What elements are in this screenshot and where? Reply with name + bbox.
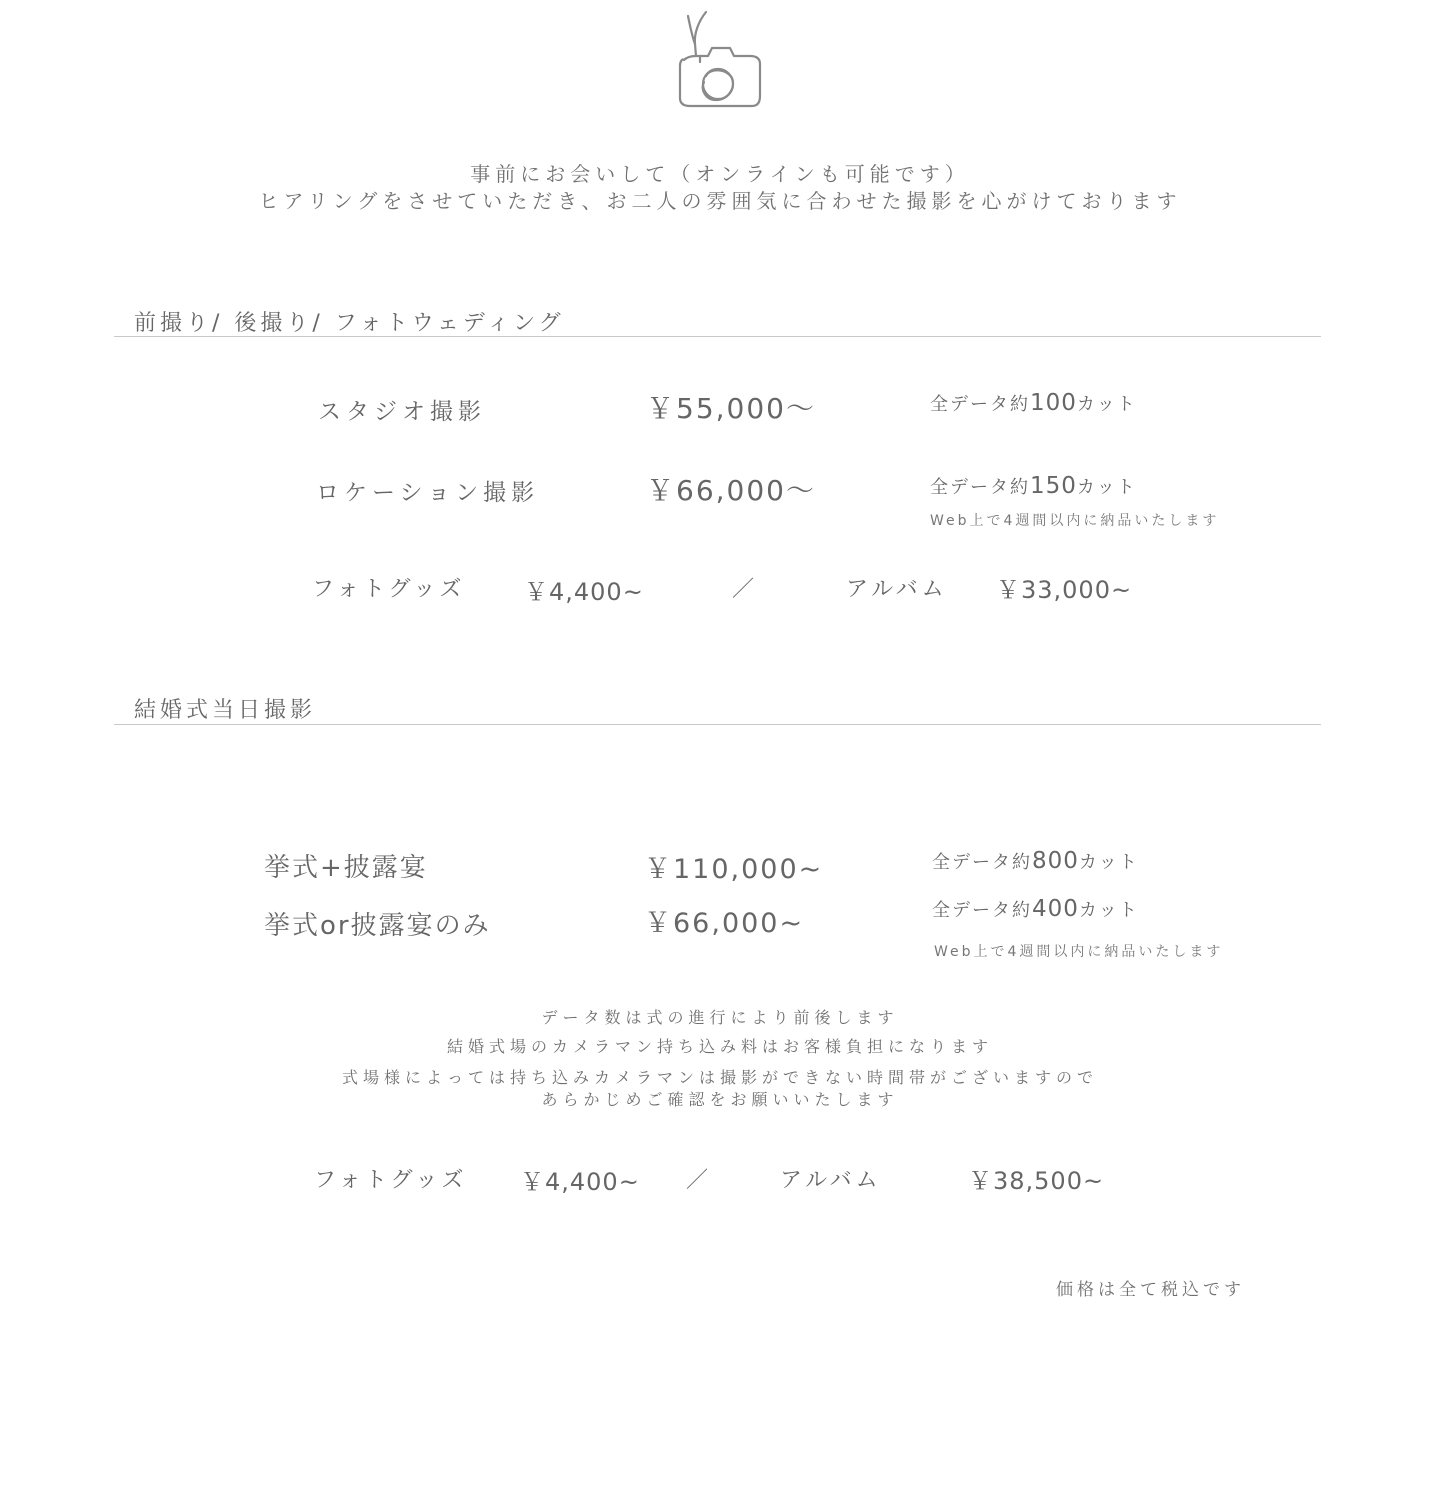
plan-price-location: ￥66,000〜	[646, 474, 816, 507]
note-count: 800	[1032, 848, 1079, 874]
plan-note-studio	[930, 390, 1137, 416]
album-label: アルバム	[780, 1168, 882, 1193]
note-suffix: カット	[1076, 477, 1137, 498]
note-suffix: カット	[1076, 394, 1137, 415]
wedding-note-2: 結婚式場のカメラマン持ち込み料はお客様負担になります	[446, 1037, 993, 1056]
goods-price: ￥4,400~	[524, 578, 644, 606]
note-prefix: 全データ約	[932, 852, 1032, 873]
goods-price: ￥4,400~	[520, 1168, 640, 1196]
note-suffix: カット	[1078, 852, 1139, 873]
album-price: ￥33,000~	[996, 576, 1133, 604]
plan-name-studio: スタジオ撮影	[318, 399, 486, 425]
note-prefix: 全データ約	[932, 900, 1032, 921]
wedding-note-4: あらかじめご確認をお願いいたします	[541, 1090, 899, 1109]
intro-line-1: 事前にお会いして（オンラインも可能です）	[470, 162, 970, 186]
note-count: 100	[1030, 390, 1077, 416]
section-title-wedding-day: 結婚式当日撮影	[134, 698, 317, 723]
wedding-note-1: データ数は式の進行により前後します	[541, 1008, 899, 1027]
plan-price-studio: ￥55,000〜	[646, 392, 816, 425]
note-suffix: カット	[1078, 900, 1139, 921]
section-divider	[114, 336, 1321, 337]
intro-line-2: ヒアリングをさせていただき、お二人の雰囲気に合わせた撮影を心がけております	[258, 189, 1182, 213]
plan-name-ceremony-reception: 挙式+披露宴	[264, 853, 428, 883]
plan-name-location: ロケーション撮影	[316, 480, 540, 506]
album-label: アルバム	[846, 577, 948, 602]
plan-note-location	[930, 473, 1137, 499]
album-price: ￥38,500~	[968, 1167, 1105, 1195]
separator: ／	[732, 577, 759, 602]
delivery-note: Web上で4週間以内に納品いたします	[930, 513, 1220, 529]
plan-price-ceremony-or-reception: ￥66,000~	[644, 908, 805, 939]
section-title-prewedding: 前撮り/ 後撮り/ フォトウェディング	[134, 311, 565, 336]
separator: ／	[686, 1168, 713, 1193]
tax-note: 価格は全て税込です	[1056, 1280, 1245, 1300]
wedding-note-3: 式場様によっては持ち込みカメラマンは撮影ができない時間帯がございますので	[341, 1068, 1098, 1087]
plan-price-ceremony-reception: ￥110,000~	[644, 854, 824, 885]
note-prefix: 全データ約	[930, 477, 1030, 498]
camera-sprout-icon	[670, 4, 766, 114]
plan-note-ceremony-reception	[932, 848, 1139, 874]
delivery-note: Web上で4週間以内に納品いたします	[934, 944, 1224, 960]
section-divider	[114, 724, 1321, 725]
goods-label: フォトグッズ	[312, 577, 466, 602]
goods-label: フォトグッズ	[314, 1168, 468, 1193]
note-prefix: 全データ約	[930, 394, 1030, 415]
plan-name-ceremony-or-reception: 挙式or披露宴のみ	[264, 911, 491, 941]
note-count: 150	[1030, 473, 1077, 499]
note-count: 400	[1032, 896, 1079, 922]
plan-note-ceremony-or-reception	[932, 896, 1139, 922]
